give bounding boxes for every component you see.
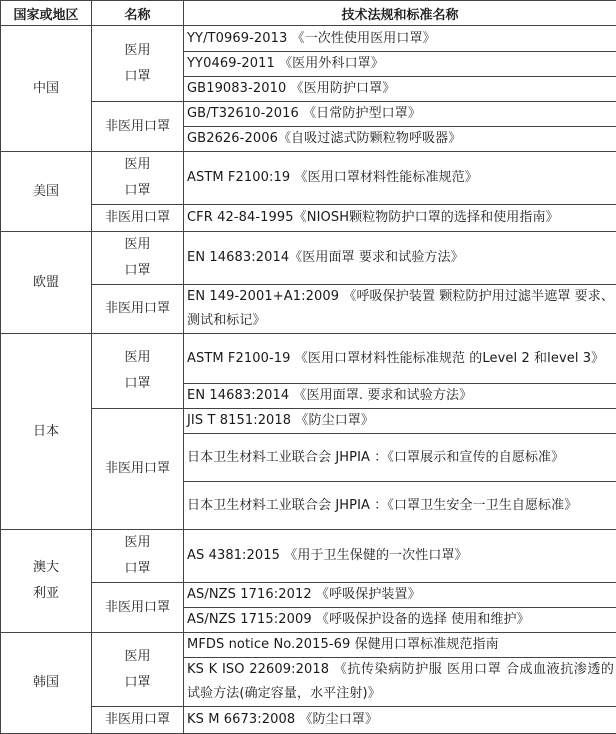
standard-cell: ASTM F2100:19 《医用口罩材料性能标准规范》 [184, 152, 616, 205]
standard-cell: KS K ISO 22609:2018 《抗传染病防护服 医用口罩 合成血液抗渗透的试验方法(确定容量，水平注射)》 [184, 658, 616, 707]
standard-cell: GB/T32610-2016 《日常防护型口罩》 [184, 102, 616, 127]
region-cell [1, 26, 92, 152]
standard-cell: JIS T 8151:2018 《防尘口罩》 [184, 409, 616, 434]
region-label: 中国 [33, 81, 59, 96]
table-row [1, 334, 616, 384]
standard-cell: AS 4381:2015 《用于卫生保健的一次性口罩》 [184, 530, 616, 583]
standard-cell: 日本卫生材料工业联合会 JHPIA ：《口罩卫生安全一卫生自愿标准》 [184, 482, 616, 530]
header-standard: 技术法规和标准名称 [184, 1, 616, 26]
table-row [1, 409, 616, 434]
name-cell: 医用 口罩 [92, 232, 184, 285]
table-row [1, 633, 616, 658]
table-row [1, 205, 616, 232]
region-cell: 欧盟 [1, 232, 92, 334]
name-cell: 医用 口罩 [92, 334, 184, 409]
region-cell: 日本 [1, 334, 92, 530]
standard-cell: KS M 6673:2008 《防尘口罩》 [184, 707, 616, 734]
standard-cell: EN 14683:2014《医用面罩 要求和试验方法》 [184, 232, 616, 285]
standard-cell: EN 14683:2014 《医用面罩. 要求和试验方法》 [184, 384, 616, 409]
name-cell: 非医用口罩 [92, 583, 184, 633]
table-row [1, 530, 616, 583]
standard-cell: ASTM F2100-19 《医用口罩材料性能标准规范 的Level 2 和level 3》 [184, 334, 616, 384]
name-cell: 非医用口罩 [92, 285, 184, 334]
name-cell: 非医用口罩 [92, 102, 184, 152]
standard-cell: YY0469-2011 《医用外科口罩》 [184, 52, 616, 77]
standard-cell: GB2626-2006《自吸过滤式防颗粒物呼吸器》 [184, 127, 616, 152]
table-row [1, 232, 616, 285]
name-cell: 非医用口罩 [92, 707, 184, 734]
standard-cell: CFR 42-84-1995《NIOSH颗粒物防护口罩的选择和使用指南》 [184, 205, 616, 232]
header-region: 国家或地区 [1, 1, 92, 26]
name-cell: 非医用口罩 [92, 409, 184, 530]
name-cell: 非医用口罩 [92, 205, 184, 232]
table-row [1, 707, 616, 734]
header-name: 名称 [92, 1, 184, 26]
standard-cell: AS/NZS 1716:2012 《呼吸保护装置》 [184, 583, 616, 608]
standard-cell: MFDS notice No.2015-69 保健用口罩标准规范指南 [184, 633, 616, 658]
standard-cell: YY/T0969-2013 《一次性使用医用口罩》 [184, 26, 616, 52]
standard-cell: EN 149-2001+A1:2009 《呼吸保护装置 颗粒防护用过滤半遮罩 要求、测试和标记》 [184, 285, 616, 334]
table-row [1, 152, 616, 205]
name-cell: 医用 口罩 [92, 633, 184, 707]
name-cell: 医用 口罩 [92, 152, 184, 205]
name-cell: 医用 口罩 [92, 530, 184, 583]
table-row [1, 26, 616, 52]
region-cell: 韩国 [1, 633, 92, 734]
name-cell: 医用 口罩 [92, 26, 184, 102]
standard-cell: AS/NZS 1715:2009 《呼吸保护设备的选择 使用和维护》 [184, 608, 616, 633]
table-row [1, 583, 616, 608]
region-cell: 澳大 利亚 [1, 530, 92, 633]
header-row [1, 1, 616, 26]
standard-cell: 日本卫生材料工业联合会 JHPIA ：《口罩展示和宣传的自愿标准》 [184, 434, 616, 482]
table-row [1, 102, 616, 127]
table-row [1, 285, 616, 334]
region-cell: 美国 [1, 152, 92, 232]
standard-cell: GB19083-2010 《医用防护口罩》 [184, 77, 616, 102]
